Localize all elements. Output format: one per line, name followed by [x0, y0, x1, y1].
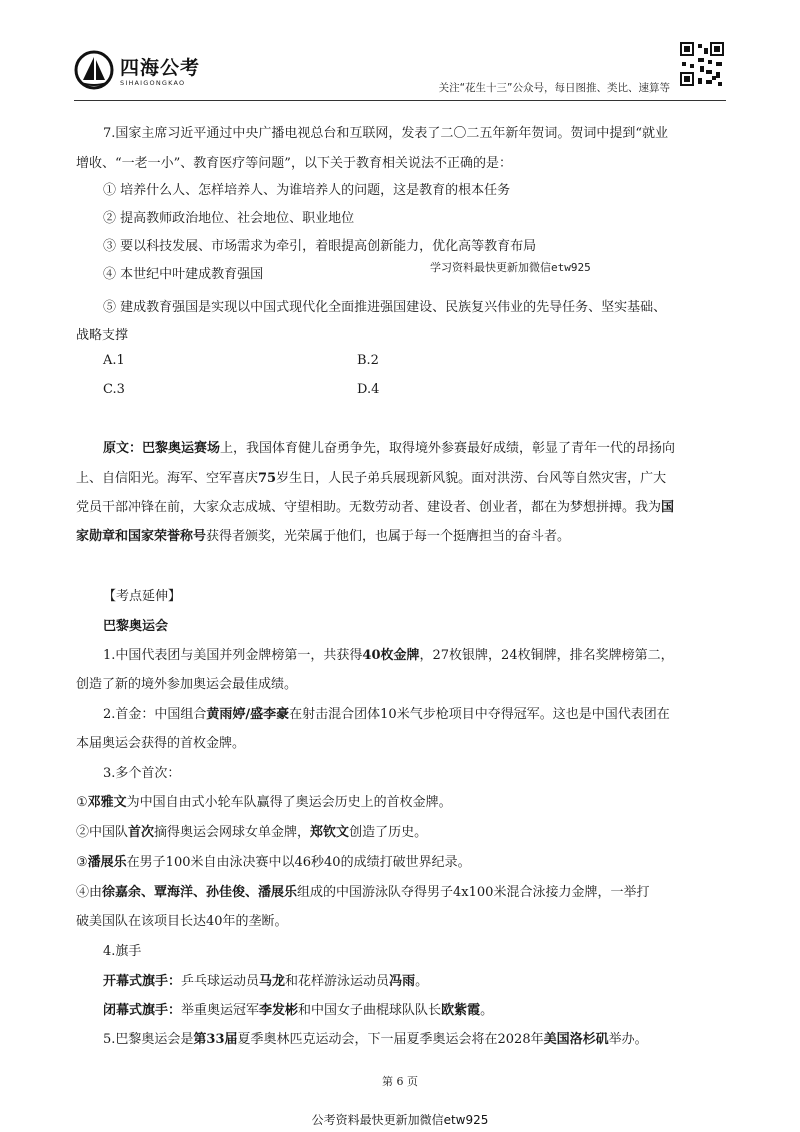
paragraph-line: 破美国队在该项目长达40年的垄断。 — [76, 914, 288, 929]
page-header — [0, 0, 800, 108]
paragraph-line: 2.首金：中国组合黄雨婷/盛李豪在射击混合团体10米气步枪项目中夺得冠军。这也是中国代表团在 — [103, 707, 670, 722]
original-text-line: 原文：巴黎奥运赛场上，我国体育健儿奋勇争先，取得境外参赛最好成绩，彰显了青年一代的昂扬向 — [103, 441, 676, 456]
paragraph-line: 开幕式旗手：乒乓球运动员马龙和花样游泳运动员冯雨。 — [103, 974, 429, 989]
header-divider — [74, 100, 726, 101]
sailboat-logo-icon — [74, 50, 114, 90]
paragraph-line: 5.巴黎奥运会是第33届夏季奥林匹克运动会，下一届夏季奥运会将在2028年美国洛杉矶举办。 — [103, 1032, 648, 1047]
question-stem-cont: 增收、“一老一小”、教育医疗等问题”，以下关于教育相关说法不正确的是： — [76, 156, 512, 171]
paragraph-line: 闭幕式旗手：举重奥运冠军李发彬和中国女子曲棍球队队长欧紫霞。 — [103, 1003, 494, 1018]
qr-code-icon — [678, 40, 726, 88]
section-subtitle: 巴黎奥运会 — [103, 619, 169, 634]
logo-text: 四海公考 — [120, 57, 201, 79]
paragraph-line: 1.中国代表团与美国并列金牌榜第一，共获得40枚金牌，27枚银牌，24枚铜牌，排名奖牌榜第二， — [103, 648, 674, 663]
footer-text: 公考资料最快更新加微信etw925 — [311, 1113, 489, 1127]
paragraph-line: ③潘展乐在男子100米自由泳决赛中以46秒40的成绩打破世界纪录。 — [76, 855, 471, 870]
paragraph-line: 4.旗手 — [103, 944, 142, 959]
original-text-line: 上、自信阳光。海军、空军喜庆75岁生日，人民子弟兵展现新风貌。面对洪涝、台风等自然灾害，广大 — [76, 471, 667, 486]
option-a: A.1 — [103, 353, 125, 368]
original-label: 原文： — [103, 441, 143, 456]
brand-logo — [74, 50, 244, 96]
question-item: ⑤ 建成教育强国是实现以中国式现代化全面推进强国建设、民族复兴伟业的先导任务、坚实基础、 — [103, 300, 667, 315]
paragraph-line: ①邓雅文为中国自由式小轮车队赢得了奥运会历史上的首枚金牌。 — [76, 795, 452, 810]
paragraph-line: 3.多个首次： — [103, 766, 181, 781]
page-number: 第 6 页 — [382, 1075, 418, 1088]
question-item: ② 提高教师政治地位、社会地位、职业地位 — [103, 211, 355, 226]
question-stem: 7.国家主席习近平通过中央广播电视总台和互联网，发表了二〇二五年新年贺词。贺词中提到“就业 — [103, 126, 669, 141]
paragraph-line: 本届奥运会获得的首枚金牌。 — [76, 736, 246, 751]
question-item: ① 培养什么人、怎样培养人、为谁培养人的问题，这是教育的根本任务 — [103, 183, 511, 198]
paragraph-line: 创造了新的境外参加奥运会最佳成绩。 — [76, 677, 298, 692]
logo-subtext: SIHAIGONGKAO — [120, 79, 186, 87]
question-item: ③ 要以科技发展、市场需求为牵引，着眼提高创新能力，优化高等教育布局 — [103, 239, 537, 254]
question-item: ④ 本世纪中叶建成教育强国 — [103, 267, 264, 282]
watermark-text: 学习资料最快更新加微信etw925 — [430, 261, 591, 274]
header-slogan: 关注“花生十三”公众号，每日图推、类比、速算等 — [438, 82, 670, 94]
option-d: D.4 — [357, 382, 380, 397]
paragraph-line: ②中国队首次摘得奥运会网球女单金牌，郑钦文创造了历史。 — [76, 825, 428, 840]
original-text-line: 家勋章和国家荣誉称号获得者颁奖，光荣属于他们，也属于每一个挺膺担当的奋斗者。 — [76, 529, 571, 544]
option-b: B.2 — [357, 353, 379, 368]
original-text-line: 党员干部冲锋在前，大家众志成城、守望相助。无数劳动者、建设者、创业者，都在为梦想拼搏。我为国 — [76, 500, 675, 515]
question-item-cont: 战略支撑 — [76, 328, 129, 343]
option-c: C.3 — [103, 382, 125, 397]
section-title: 【考点延伸】 — [103, 589, 182, 604]
paragraph-line: ④由徐嘉余、覃海洋、孙佳俊、潘展乐组成的中国游泳队夺得男子4x100米混合泳接力金牌，一举打 — [76, 885, 650, 900]
